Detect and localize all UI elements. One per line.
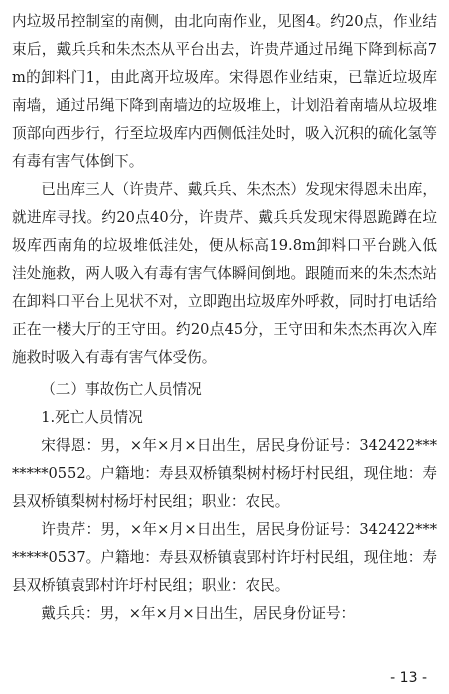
page-number: - 13 -: [390, 670, 427, 686]
paragraph-rescue: 已出库三人（许贵芹、戴兵兵、朱杰杰）发现宋得恩未出库，就进库寻找。约20点40分，许贵芹、戴兵兵发现宋得恩跪蹲在垃圾库西南角的垃圾堆低洼处，便从标高19.8m卸料口平台跳入低洼处施救，两人吸入有毒有害气体瞬间倒地。跟随而来的朱杰杰站在卸料口平台上见状不对，立即跑出垃圾库外呼救，同时打电话给正在一楼大厅的王守田。约20点45分，王守田和朱杰杰再次入库施救时吸入有毒有害气体受伤。: [12, 181, 437, 366]
subheading-deceased: 1.死亡人员情况: [41, 409, 143, 426]
person-entry-song: 宋得恩：男，×年×月×日出生，居民身份证号：342422********0552。户籍地：寿县双桥镇梨树村杨圩村民组，现住地：寿县双桥镇梨树村杨圩村民组；职业：农民。: [12, 437, 437, 510]
paragraph-continuation: 内垃圾吊控制室的南侧，由北向南作业，见图4。约20点，作业结束后，戴兵兵和朱杰杰从平台出去，许贵芹通过吊绳下降到标高7m的卸料门1，由此离开垃圾库。宋得恩作业结束，已靠近垃圾库南墙，通过吊绳下降到南墙边的垃圾堆上，计划沿着南墙从垃圾堆顶部向西步行，行至垃圾库内西侧低洼处时，吸入沉积的硫化氢等有毒有害气体倒下。: [12, 13, 437, 170]
section-heading-casualties: （二）事故伤亡人员情况: [41, 381, 202, 398]
person-entry-xu: 许贵芹：男，×年×月×日出生，居民身份证号：342422********0537。户籍地：寿县双桥镇袁郢村许圩村民组，现住地：寿县双桥镇袁郢村许圩村民组；职业：农民。: [12, 521, 437, 594]
person-entry-dai: 戴兵兵：男，×年×月×日出生，居民身份证号：: [41, 605, 356, 622]
